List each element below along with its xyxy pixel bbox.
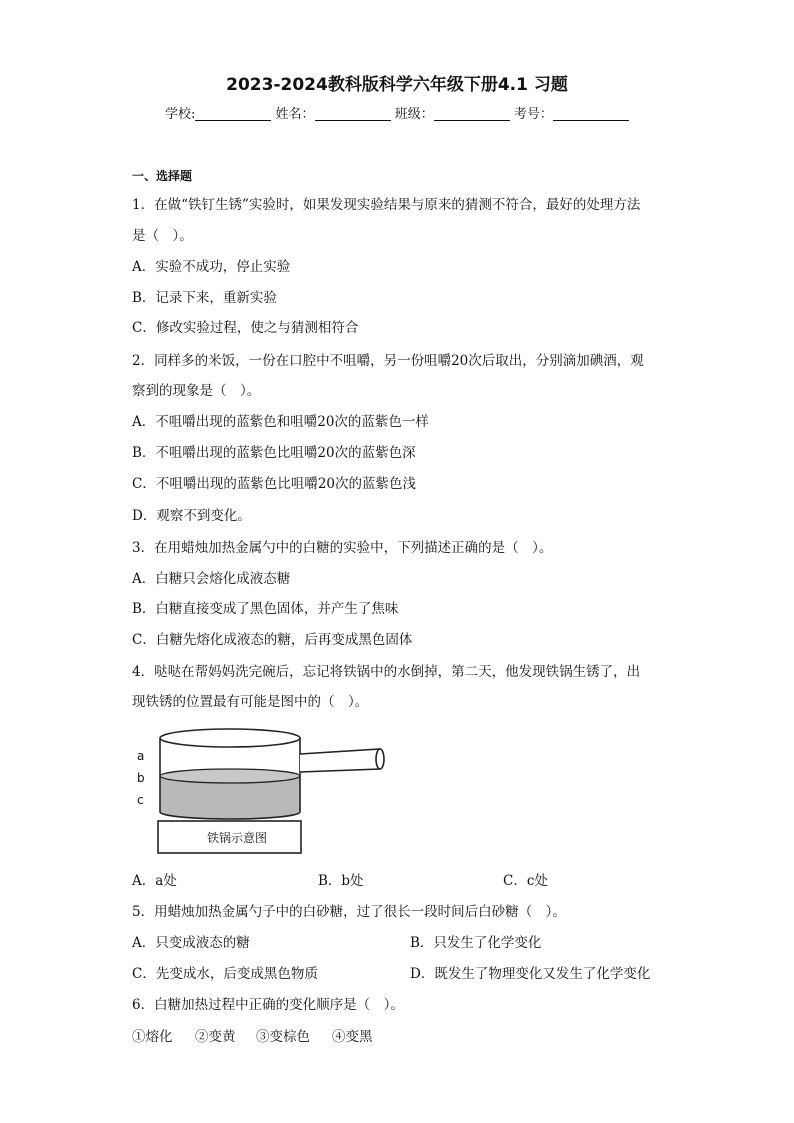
exam-no-label: 考号： <box>513 107 553 122</box>
class-blank[interactable] <box>434 106 510 121</box>
question-4-text-cont: 现铁锈的位置最有可能是图中的（ ）。 <box>132 694 369 710</box>
q6-item-1: ①熔化 <box>132 1029 173 1045</box>
q2-option-c[interactable]: C．不咀嚼出现的蓝紫色比咀嚼20次的蓝紫色浅 <box>132 476 417 492</box>
handle-end <box>376 749 384 769</box>
question-3-text: 3．在用蜡烛加热金属勺中的白糖的实验中，下列描述正确的是（ ）。 <box>132 540 553 556</box>
q5-option-d[interactable]: D．既发生了物理变化又发生了化学变化 <box>410 966 651 982</box>
section-title: 一、选择题 <box>132 169 193 183</box>
school-blank[interactable] <box>195 106 271 121</box>
pot-handle <box>300 749 380 772</box>
question-1-text-cont: 是（ ）。 <box>132 228 193 244</box>
page-title: 2023-2024教科版科学六年级下册4.1 习题 <box>226 75 568 95</box>
q3-option-a[interactable]: A．白糖只会熔化成液态糖 <box>132 571 291 587</box>
q1-option-c[interactable]: C．修改实验过程，使之与猜测相符合 <box>132 320 359 336</box>
question-4-text: 4．哒哒在帮妈妈洗完碗后，忘记将铁锅中的水倒掉，第二天，他发现铁锅生锈了，出 <box>132 664 641 680</box>
iron-pot-diagram <box>128 724 398 864</box>
figure-caption: 铁锅示意图 <box>207 831 268 845</box>
q4-option-b[interactable]: B．b处 <box>318 873 364 889</box>
student-info-row <box>165 103 629 122</box>
label-c: c <box>137 793 144 807</box>
school-label: 学校: <box>165 107 196 122</box>
q6-item-4: ④变黑 <box>332 1029 373 1045</box>
question-1-text: 1．在做“铁钉生锈”实验时，如果发现实验结果与原来的猜测不符合，最好的处理方法 <box>132 197 641 213</box>
q4-option-c[interactable]: C．c处 <box>503 873 548 889</box>
exam-no-blank[interactable] <box>553 106 629 121</box>
q3-option-c[interactable]: C．白糖先熔化成液态的糖，后再变成黑色固体 <box>132 632 413 648</box>
class-label: 班级： <box>394 107 434 122</box>
q2-option-b[interactable]: B．不咀嚼出现的蓝紫色比咀嚼20次的蓝紫色深 <box>132 445 416 461</box>
name-label: 姓名： <box>275 107 315 122</box>
q5-option-a[interactable]: A．只变成液态的糖 <box>132 935 250 951</box>
q1-option-a[interactable]: A．实验不成功，停止实验 <box>132 259 291 275</box>
water-surface <box>160 769 300 783</box>
question-5-text: 5．用蜡烛加热金属勺子中的白砂糖，过了很长一段时间后白砂糖（ ）。 <box>132 904 566 920</box>
q5-option-b[interactable]: B．只发生了化学变化 <box>410 935 542 951</box>
q1-option-b[interactable]: B．记录下来，重新实验 <box>132 290 277 306</box>
q2-option-d[interactable]: D．观察不到变化。 <box>132 508 251 524</box>
q6-item-2: ②变黄 <box>195 1029 236 1045</box>
label-b: b <box>137 771 145 785</box>
question-6-text: 6．白糖加热过程中正确的变化顺序是（ ）。 <box>132 997 404 1013</box>
q2-option-a[interactable]: A．不咀嚼出现的蓝紫色和咀嚼20次的蓝紫色一样 <box>132 414 429 430</box>
q3-option-b[interactable]: B．白糖直接变成了黑色固体，并产生了焦味 <box>132 601 399 617</box>
name-blank[interactable] <box>315 106 391 121</box>
question-2-text: 2．同样多的米饭，一份在口腔中不咀嚼，另一份咀嚼20次后取出，分别滴加碘酒，观 <box>132 353 644 369</box>
question-2-text-cont: 察到的现象是（ ）。 <box>132 383 261 399</box>
pot-rim <box>160 729 300 747</box>
q4-option-a[interactable]: A．a处 <box>132 873 177 889</box>
q6-item-3: ③变棕色 <box>256 1029 310 1045</box>
label-a: a <box>137 749 145 763</box>
q5-option-c[interactable]: C．先变成水，后变成黑色物质 <box>132 966 318 982</box>
